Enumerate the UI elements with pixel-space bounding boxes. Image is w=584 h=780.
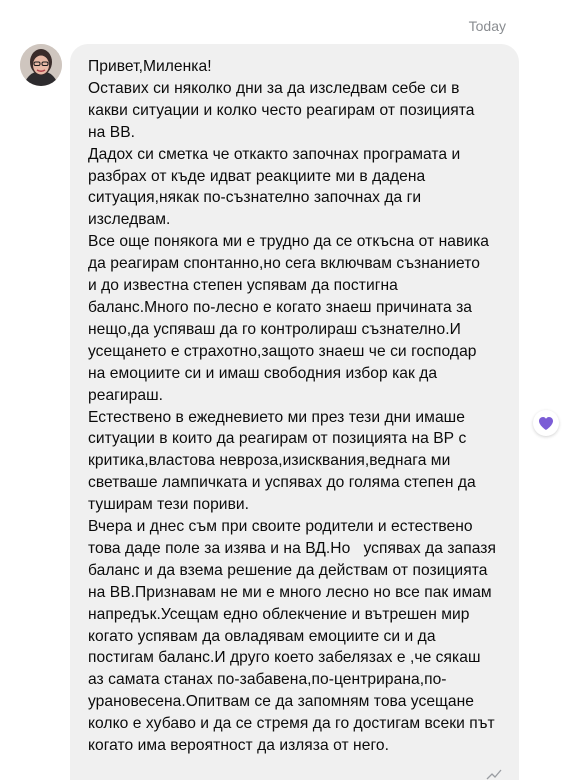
message-line: туширам тези пориви.: [88, 496, 250, 514]
purple-heart-icon: [538, 416, 554, 431]
message-line: нещо,да успяваш да го контролираш съзнателно.И: [88, 320, 461, 338]
message-line: и до известна степен успявам да постигна: [88, 277, 398, 295]
message-line: когато успявам да овладявам емоциите си и да: [88, 627, 436, 645]
message-line: постигам баланс.И друго което забелязах е ,че сякаш: [88, 649, 481, 667]
message-line: какви ситуации и колко често реагирам от позицията: [88, 101, 475, 119]
message-line: на ВВ.: [88, 123, 136, 141]
message-line: Все още понякога ми е трудно да се откъсна от навика: [88, 233, 490, 251]
message-line: изследвам.: [88, 211, 171, 229]
message-line: баланс.Много по-лесно е когато знаеш причината за: [88, 298, 472, 316]
message-line: Естествено в ежедневието ми през тези дни имаше: [88, 408, 465, 426]
message-line: напредък.Усещам едно облекчение и вътрешен мир: [88, 605, 470, 623]
avatar[interactable]: [20, 44, 62, 86]
message-line: реагираш.: [88, 386, 164, 404]
message-line: това даде поле за изява и на ВД.Но успявах да запазя: [88, 539, 496, 557]
message-line: Вчера и днес съм при своите родители и естествено: [88, 518, 473, 536]
message-line: светваше лампичката и успявах до голяма степен да: [88, 474, 476, 492]
message-line: когато има вероятност да изляза от него.: [88, 737, 389, 755]
message-line: критика,властова невроза,изисквания,веднага ми: [88, 452, 451, 470]
message-line: Привет,Миленка!: [88, 58, 212, 75]
message-line: Оставих си няколко дни за да изследвам себе си в: [88, 79, 460, 97]
message-line: урановесена.Опитвам се да запомням това усещане: [88, 693, 475, 711]
message-line: да реагирам спонтанно,но сега включвам съзнанието: [88, 255, 480, 273]
message-line: на ВВ.Признавам не ми е много лесно но все пак имам: [88, 583, 492, 601]
message-line: на емоциите си и имаш свободния избор как да: [88, 364, 438, 382]
profile-photo: [20, 44, 62, 86]
message-line: колко е хубаво и да се стремя да го достигам всеки път: [88, 715, 495, 733]
message-line: Дадох си сметка че откакто започнах програмата и: [88, 145, 461, 163]
message-line: разбрах от къде идват реакциите ми в дадена: [88, 167, 426, 185]
message-line: ситуации в които да реагирам от позицията на ВР с: [88, 430, 467, 448]
seen-check-icon: [486, 768, 502, 780]
message-bubble[interactable]: [70, 44, 519, 780]
message-line: баланс и да взема решение да действам от позицията: [88, 561, 488, 579]
message-line: усещането е страхотно,защото знаеш че си господар: [88, 342, 477, 360]
message-timestamp: Today: [468, 18, 506, 34]
message-line: ситуация,някак по-съзнателно започнах да ги: [88, 189, 422, 207]
reaction-badge[interactable]: [533, 410, 559, 436]
message-line: аз самата станах по-забавена,по-центрирана,по-: [88, 671, 447, 689]
